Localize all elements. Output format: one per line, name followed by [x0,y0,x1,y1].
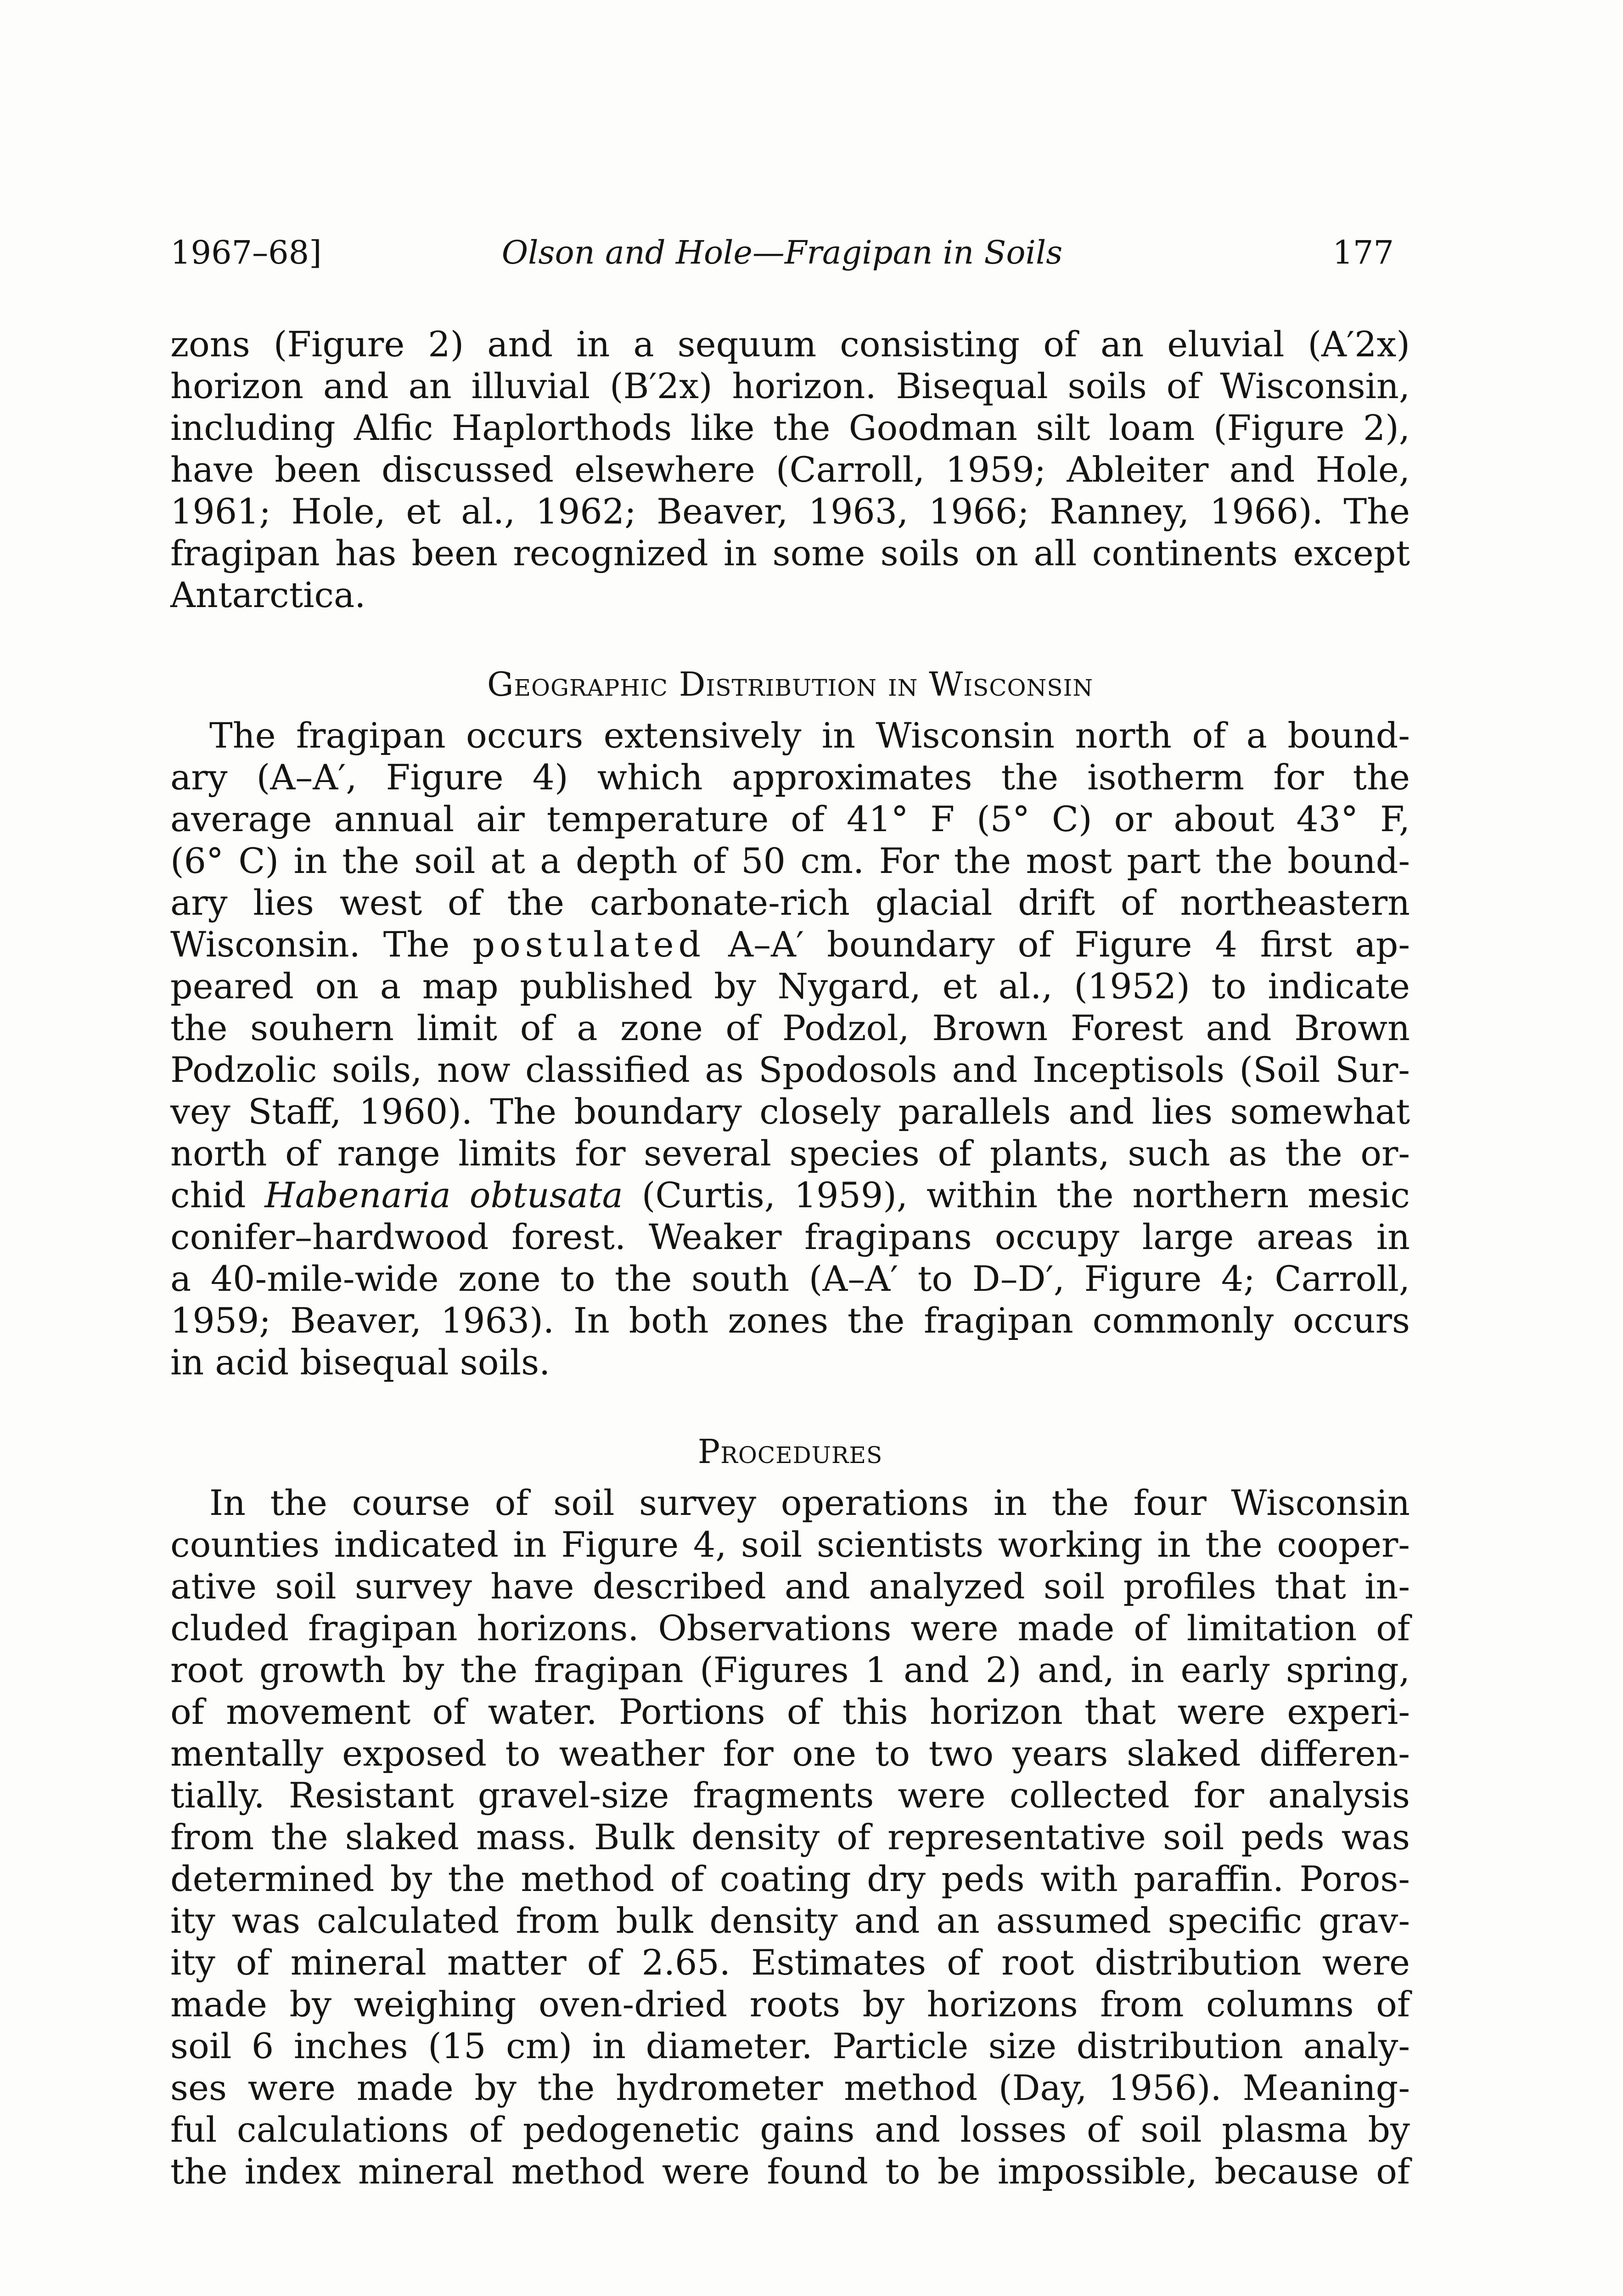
text-line: ative soil survey have described and analyzed soil profiles that in- [170,1566,1410,1607]
running-header [170,232,1394,273]
text-line: horizon and an illuvial (B′2x) horizon. Bisequal soils of Wisconsin, [170,366,1410,406]
text-line: determined by the method of coating dry peds with paraffin. Poros- [170,1858,1410,1899]
running-title: Olson and Hole—Fragipan in Soils [501,234,1063,271]
text-line: zons (Figure 2) and in a sequum consisting of an eluvial (A′2x) [170,324,1410,365]
letterspaced-word: postulated [472,924,706,965]
text-line: including Alfic Haplorthods like the Goodman silt loam (Figure 2), [170,407,1410,448]
text-line: conifer–hardwood forest. Weaker fragipans occupy large areas in [170,1216,1410,1257]
paragraph-procedures [170,1482,1410,2192]
text-line: root growth by the fragipan (Figures 1 and 2) and, in early spring, [170,1649,1410,1690]
text-line: ses were made by the hydrometer method (Day, 1956). Meaning- [170,2067,1410,2108]
species-name: Habenaria obtusata [264,1175,623,1216]
text-line: north of range limits for several species of plants, such as the or- [170,1133,1410,1174]
text-line: peared on a map published by Nygard, et al., (1952) to indicate [170,966,1410,1007]
text-segment: chid [170,1175,265,1216]
text-line: made by weighing oven-dried roots by horizons from columns of [170,1984,1410,2025]
text-line: In the course of soil survey operations in the four Wisconsin [209,1482,1410,1523]
text-line [170,923,1410,965]
text-line: the index mineral method were found to be impossible, because of [170,2151,1410,2192]
text-line: soil 6 inches (15 cm) in diameter. Particle size distribution analy- [170,2026,1410,2066]
page-number: 177 [1332,234,1394,271]
text-line: the souhern limit of a zone of Podzol, Brown Forest and Brown [170,1007,1410,1048]
text-line: ary lies west of the carbonate-rich glacial drift of northeastern [170,882,1410,923]
section-heading-procedures: Procedures [697,1432,883,1471]
text-line: cluded fragipan horizons. Observations were made of limitation of [170,1608,1410,1649]
text-line: fragipan has been recognized in some soils on all continents except [170,533,1410,574]
volume-years: 1967–68] [170,234,322,271]
text-segment: Wisconsin. The [170,924,473,965]
text-line: ary (A–A′, Figure 4) which approximates the isotherm for the [170,757,1410,798]
text-line: 1961; Hole, et al., 1962; Beaver, 1963, 1966; Ranney, 1966). The [170,491,1410,532]
text-line: tially. Resistant gravel-size fragments were collected for analysis [170,1775,1410,1816]
text-line: The fragipan occurs extensively in Wisconsin north of a bound- [209,715,1410,756]
text-line: ity of mineral matter of 2.65. Estimates of root distribution were [170,1942,1410,1983]
text-line [170,1174,1410,1216]
text-line: average annual air temperature of 41° F (5° C) or about 43° F, [170,799,1410,839]
text-line: in acid bisequal soils. [170,1342,550,1383]
text-line: (6° C) in the soil at a depth of 50 cm. For the most part the bound- [170,840,1410,881]
text-line: of movement of water. Portions of this horizon that were experi- [170,1691,1410,1732]
text-line: counties indicated in Figure 4, soil scientists working in the cooper- [170,1524,1410,1565]
text-line: have been discussed elsewhere (Carroll, 1959; Ableiter and Hole, [170,449,1410,490]
text-segment: (Curtis, 1959), within the northern mesic [623,1175,1410,1216]
paragraph-bisequal-soils [170,323,1410,616]
text-line: vey Staff, 1960). The boundary closely parallels and lies somewhat [170,1091,1410,1132]
body-text [170,323,1410,2192]
text-line: ful calculations of pedogenetic gains and losses of soil plasma by [170,2109,1410,2150]
text-line: ity was calculated from bulk density and an assumed specific grav- [170,1900,1410,1941]
paragraph-geographic-distribution [170,715,1410,1383]
text-line: Podzolic soils, now classified as Spodosols and Inceptisols (Soil Sur- [170,1049,1410,1090]
text-line: Antarctica. [170,574,366,615]
text-line: a 40-mile-wide zone to the south (A–A′ to D–D′, Figure 4; Carroll, [170,1258,1410,1299]
section-heading-geographic-distribution: Geographic Distribution in Wisconsin [487,665,1094,703]
text-segment: A–A′ boundary of Figure 4 first ap- [705,924,1410,965]
text-line: mentally exposed to weather for one to two years slaked differen- [170,1733,1410,1774]
text-line: from the slaked mass. Bulk density of representative soil peds was [170,1817,1410,1857]
text-line: 1959; Beaver, 1963). In both zones the fragipan commonly occurs [170,1300,1410,1341]
